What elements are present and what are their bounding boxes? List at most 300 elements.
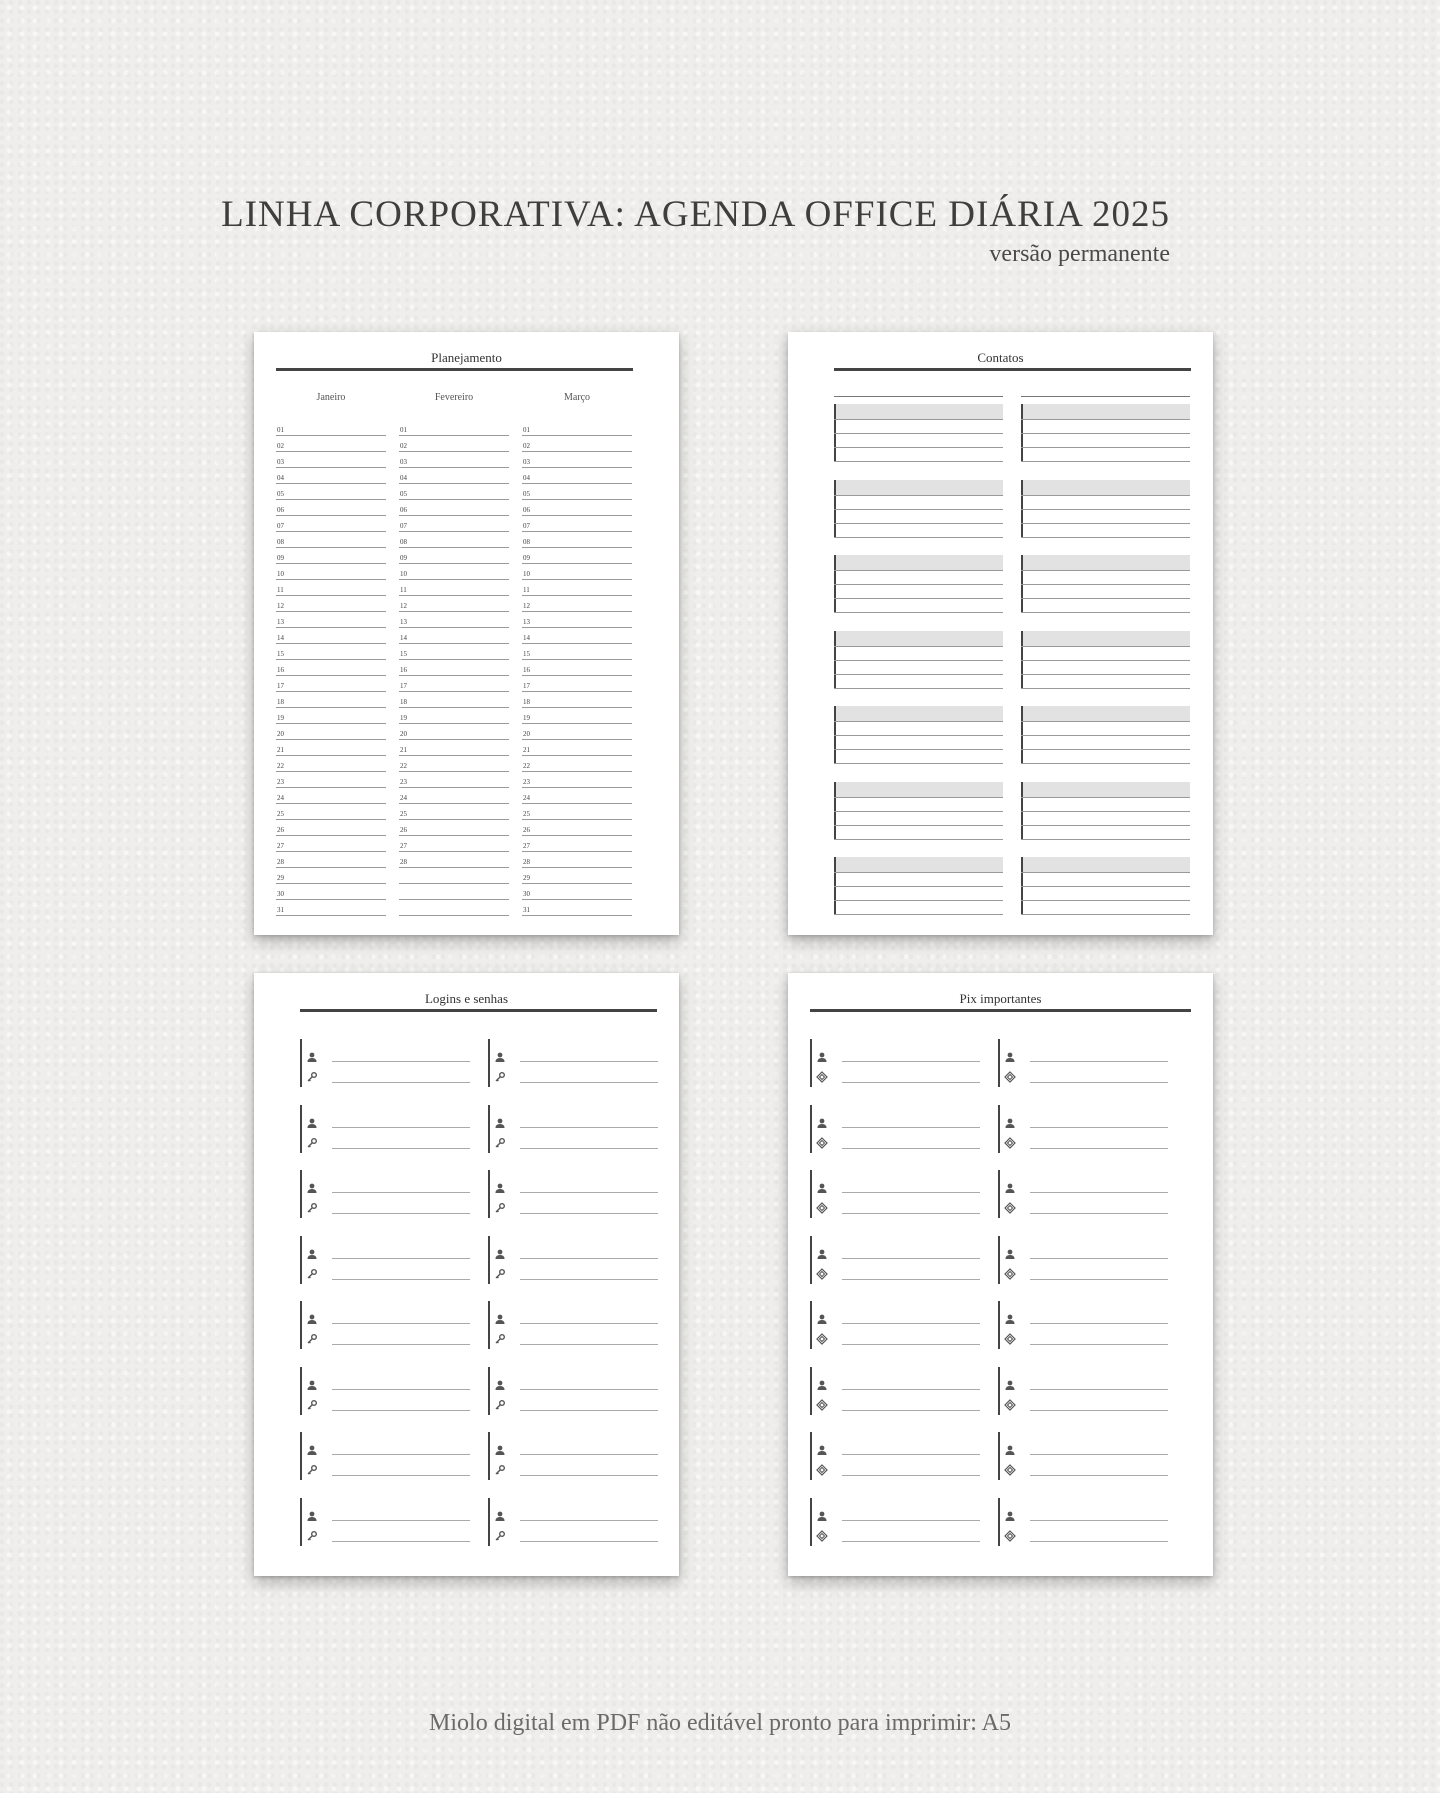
pix-icon bbox=[1004, 1136, 1016, 1148]
entry-bar bbox=[998, 1236, 1000, 1284]
contact-line bbox=[834, 674, 1003, 675]
key-icon bbox=[306, 1529, 318, 1541]
contact-line bbox=[1021, 721, 1190, 722]
user-icon bbox=[306, 1181, 318, 1193]
entry-group bbox=[998, 1367, 1168, 1415]
contact-name-band bbox=[834, 706, 1003, 721]
day-number: 04 bbox=[277, 474, 284, 482]
user-icon bbox=[494, 1247, 506, 1259]
user-icon bbox=[1004, 1378, 1016, 1390]
entry-bar bbox=[300, 1170, 302, 1218]
entry-line bbox=[842, 1258, 980, 1259]
day-number: 27 bbox=[400, 842, 407, 850]
day-row bbox=[522, 707, 632, 724]
entry-group bbox=[810, 1367, 980, 1415]
day-number: 23 bbox=[277, 778, 284, 786]
day-row bbox=[522, 787, 632, 804]
contact-line bbox=[1021, 825, 1190, 826]
entry-line bbox=[842, 1389, 980, 1390]
day-row bbox=[276, 691, 386, 708]
day-row bbox=[276, 755, 386, 772]
user-icon bbox=[494, 1181, 506, 1193]
day-row bbox=[276, 867, 386, 884]
entry-line bbox=[332, 1148, 470, 1149]
top-line bbox=[834, 396, 1003, 397]
day-number: 20 bbox=[277, 730, 284, 738]
entry-group bbox=[998, 1039, 1168, 1087]
day-number: 15 bbox=[277, 650, 284, 658]
contact-line bbox=[834, 598, 1003, 599]
day-number: 06 bbox=[400, 506, 407, 514]
day-row bbox=[399, 899, 509, 916]
entry-bar bbox=[300, 1105, 302, 1153]
day-row bbox=[399, 851, 509, 868]
entry-bar bbox=[998, 1105, 1000, 1153]
pix-icon bbox=[1004, 1463, 1016, 1475]
contact-card bbox=[1021, 631, 1190, 689]
contact-line bbox=[834, 914, 1003, 915]
contact-line bbox=[834, 419, 1003, 420]
key-icon bbox=[494, 1136, 506, 1148]
planning-page bbox=[254, 332, 679, 935]
user-icon bbox=[816, 1443, 828, 1455]
entry-bar bbox=[998, 1498, 1000, 1546]
day-row bbox=[399, 611, 509, 628]
pix-icon bbox=[1004, 1398, 1016, 1410]
entry-line bbox=[332, 1454, 470, 1455]
day-number: 13 bbox=[523, 618, 530, 626]
contact-card bbox=[834, 555, 1003, 613]
day-number: 13 bbox=[277, 618, 284, 626]
contact-name-band bbox=[834, 480, 1003, 495]
day-number: 09 bbox=[523, 554, 530, 562]
entry-group bbox=[488, 1105, 658, 1153]
day-number: 18 bbox=[400, 698, 407, 706]
entry-line bbox=[842, 1541, 980, 1542]
day-row bbox=[276, 579, 386, 596]
entry-line bbox=[1030, 1344, 1168, 1345]
entry-bar bbox=[810, 1105, 812, 1153]
footer-caption: Miolo digital em PDF não editável pronto para imprimir: A5 bbox=[429, 1710, 1011, 1736]
entry-line bbox=[520, 1213, 658, 1214]
contact-line bbox=[1021, 495, 1190, 496]
entry-line bbox=[1030, 1323, 1168, 1324]
contact-name-band bbox=[1021, 480, 1190, 495]
entry-bar bbox=[488, 1105, 490, 1153]
day-number: 31 bbox=[523, 906, 530, 914]
contact-line bbox=[1021, 433, 1190, 434]
entry-group bbox=[998, 1170, 1168, 1218]
day-number: 03 bbox=[277, 458, 284, 466]
day-row bbox=[399, 499, 509, 516]
entry-bar bbox=[300, 1367, 302, 1415]
entry-line bbox=[332, 1541, 470, 1542]
contact-line bbox=[1021, 537, 1190, 538]
entry-line bbox=[1030, 1082, 1168, 1083]
day-row bbox=[399, 675, 509, 692]
contact-line bbox=[834, 735, 1003, 736]
day-number: 07 bbox=[400, 522, 407, 530]
day-number: 11 bbox=[400, 586, 407, 594]
entry-bar bbox=[488, 1170, 490, 1218]
contact-line bbox=[1021, 886, 1190, 887]
day-number: 17 bbox=[523, 682, 530, 690]
entry-line bbox=[842, 1520, 980, 1521]
contact-name-band bbox=[834, 404, 1003, 419]
entry-line bbox=[1030, 1148, 1168, 1149]
contact-line bbox=[834, 886, 1003, 887]
contact-line bbox=[834, 825, 1003, 826]
day-number: 11 bbox=[523, 586, 530, 594]
key-icon bbox=[494, 1267, 506, 1279]
day-row bbox=[276, 643, 386, 660]
day-row bbox=[522, 899, 632, 916]
contact-line bbox=[1021, 660, 1190, 661]
pix-icon bbox=[816, 1529, 828, 1541]
day-row bbox=[522, 435, 632, 452]
day-row bbox=[522, 579, 632, 596]
day-number: 14 bbox=[400, 634, 407, 642]
entry-bar bbox=[998, 1170, 1000, 1218]
entry-line bbox=[520, 1192, 658, 1193]
day-row bbox=[399, 515, 509, 532]
contact-name-band bbox=[834, 782, 1003, 797]
day-number: 18 bbox=[523, 698, 530, 706]
entry-bar bbox=[488, 1498, 490, 1546]
entry-group bbox=[300, 1301, 470, 1349]
day-number: 16 bbox=[277, 666, 284, 674]
entry-bar bbox=[488, 1432, 490, 1480]
day-number: 10 bbox=[400, 570, 407, 578]
entry-line bbox=[1030, 1061, 1168, 1062]
entry-line bbox=[1030, 1410, 1168, 1411]
day-row bbox=[399, 467, 509, 484]
day-row bbox=[399, 739, 509, 756]
contact-line bbox=[834, 584, 1003, 585]
entry-bar bbox=[998, 1367, 1000, 1415]
key-icon bbox=[306, 1463, 318, 1475]
user-icon bbox=[816, 1378, 828, 1390]
key-icon bbox=[306, 1267, 318, 1279]
contact-line bbox=[1021, 570, 1190, 571]
user-icon bbox=[494, 1050, 506, 1062]
contact-line bbox=[1021, 646, 1190, 647]
entry-line bbox=[842, 1475, 980, 1476]
day-row bbox=[522, 483, 632, 500]
day-row bbox=[522, 739, 632, 756]
day-number: 14 bbox=[523, 634, 530, 642]
day-number: 05 bbox=[400, 490, 407, 498]
entry-line bbox=[842, 1454, 980, 1455]
entry-line bbox=[520, 1520, 658, 1521]
entry-line bbox=[332, 1279, 470, 1280]
day-number: 29 bbox=[277, 874, 284, 882]
day-number: 22 bbox=[523, 762, 530, 770]
day-number: 24 bbox=[400, 794, 407, 802]
day-row bbox=[399, 563, 509, 580]
entry-line bbox=[520, 1541, 658, 1542]
entry-line bbox=[520, 1344, 658, 1345]
contact-line bbox=[1021, 584, 1190, 585]
contact-name-band bbox=[834, 857, 1003, 872]
entry-line bbox=[332, 1410, 470, 1411]
entry-line bbox=[842, 1279, 980, 1280]
key-icon bbox=[306, 1398, 318, 1410]
day-row bbox=[276, 883, 386, 900]
contact-line bbox=[834, 872, 1003, 873]
day-row bbox=[399, 531, 509, 548]
day-number: 25 bbox=[400, 810, 407, 818]
day-row bbox=[522, 515, 632, 532]
user-icon bbox=[1004, 1312, 1016, 1324]
entry-bar bbox=[810, 1432, 812, 1480]
day-number: 21 bbox=[400, 746, 407, 754]
user-icon bbox=[494, 1116, 506, 1128]
day-row bbox=[522, 867, 632, 884]
day-number: 30 bbox=[277, 890, 284, 898]
entry-line bbox=[520, 1258, 658, 1259]
pix-icon bbox=[1004, 1201, 1016, 1213]
user-icon bbox=[1004, 1443, 1016, 1455]
contact-line bbox=[834, 811, 1003, 812]
user-icon bbox=[816, 1247, 828, 1259]
entry-group bbox=[488, 1170, 658, 1218]
pix-icon bbox=[816, 1332, 828, 1344]
entry-group bbox=[998, 1498, 1168, 1546]
entry-line bbox=[1030, 1258, 1168, 1259]
entry-line bbox=[1030, 1541, 1168, 1542]
entry-group bbox=[488, 1039, 658, 1087]
day-number: 28 bbox=[523, 858, 530, 866]
entry-group bbox=[300, 1236, 470, 1284]
day-row bbox=[276, 419, 386, 436]
day-number: 05 bbox=[277, 490, 284, 498]
contact-line bbox=[1021, 612, 1190, 613]
day-number: 19 bbox=[400, 714, 407, 722]
user-icon bbox=[494, 1312, 506, 1324]
entry-line bbox=[332, 1389, 470, 1390]
month-header: Março bbox=[563, 392, 591, 403]
entry-group bbox=[810, 1039, 980, 1087]
subtitle: versão permanente bbox=[989, 241, 1170, 267]
day-row bbox=[522, 467, 632, 484]
entry-line bbox=[332, 1061, 470, 1062]
day-row bbox=[276, 819, 386, 836]
day-row bbox=[276, 707, 386, 724]
key-icon bbox=[494, 1463, 506, 1475]
key-icon bbox=[494, 1332, 506, 1344]
day-number: 02 bbox=[277, 442, 284, 450]
entry-line bbox=[842, 1127, 980, 1128]
day-number: 04 bbox=[523, 474, 530, 482]
entry-group bbox=[998, 1432, 1168, 1480]
day-row bbox=[522, 851, 632, 868]
entry-line bbox=[842, 1061, 980, 1062]
day-number: 28 bbox=[277, 858, 284, 866]
day-row bbox=[522, 819, 632, 836]
pix-icon bbox=[1004, 1070, 1016, 1082]
key-icon bbox=[306, 1201, 318, 1213]
top-line bbox=[1021, 396, 1190, 397]
pix-icon bbox=[816, 1070, 828, 1082]
user-icon bbox=[306, 1247, 318, 1259]
contact-card bbox=[1021, 555, 1190, 613]
day-row bbox=[399, 627, 509, 644]
contact-card bbox=[834, 480, 1003, 538]
day-row bbox=[276, 435, 386, 452]
day-row bbox=[399, 643, 509, 660]
entry-line bbox=[1030, 1192, 1168, 1193]
contact-line bbox=[1021, 811, 1190, 812]
entry-line bbox=[332, 1127, 470, 1128]
day-number: 07 bbox=[523, 522, 530, 530]
key-icon bbox=[306, 1136, 318, 1148]
day-number: 25 bbox=[523, 810, 530, 818]
contact-line bbox=[1021, 523, 1190, 524]
day-number: 10 bbox=[523, 570, 530, 578]
entry-bar bbox=[488, 1367, 490, 1415]
contact-line bbox=[1021, 914, 1190, 915]
entry-line bbox=[842, 1213, 980, 1214]
entry-line bbox=[842, 1344, 980, 1345]
day-row bbox=[276, 515, 386, 532]
entry-line bbox=[1030, 1213, 1168, 1214]
day-row bbox=[276, 627, 386, 644]
day-number: 20 bbox=[400, 730, 407, 738]
entry-line bbox=[1030, 1127, 1168, 1128]
contact-line bbox=[834, 749, 1003, 750]
day-row bbox=[276, 547, 386, 564]
user-icon bbox=[1004, 1247, 1016, 1259]
day-number: 21 bbox=[523, 746, 530, 754]
entry-bar bbox=[488, 1236, 490, 1284]
day-number: 17 bbox=[400, 682, 407, 690]
day-number: 03 bbox=[523, 458, 530, 466]
entry-group bbox=[488, 1236, 658, 1284]
day-row bbox=[276, 467, 386, 484]
contact-line bbox=[834, 509, 1003, 510]
day-row bbox=[522, 531, 632, 548]
entry-line bbox=[842, 1410, 980, 1411]
day-row bbox=[522, 755, 632, 772]
contact-name-band bbox=[1021, 706, 1190, 721]
contacts-page bbox=[788, 332, 1213, 935]
contact-card bbox=[834, 782, 1003, 840]
day-row bbox=[276, 771, 386, 788]
day-number: 19 bbox=[277, 714, 284, 722]
contact-line bbox=[1021, 419, 1190, 420]
pix-icon bbox=[1004, 1267, 1016, 1279]
entry-line bbox=[520, 1279, 658, 1280]
contact-name-band bbox=[1021, 857, 1190, 872]
pix-page bbox=[788, 973, 1213, 1576]
day-number: 10 bbox=[277, 570, 284, 578]
page-title: Planejamento bbox=[431, 350, 502, 365]
entry-bar bbox=[488, 1039, 490, 1087]
day-number: 16 bbox=[400, 666, 407, 674]
key-icon bbox=[306, 1070, 318, 1082]
entry-group bbox=[300, 1498, 470, 1546]
day-row bbox=[276, 531, 386, 548]
entry-group bbox=[488, 1498, 658, 1546]
entry-line bbox=[1030, 1279, 1168, 1280]
day-number: 06 bbox=[523, 506, 530, 514]
entry-group bbox=[810, 1498, 980, 1546]
entry-line bbox=[520, 1389, 658, 1390]
day-number: 08 bbox=[277, 538, 284, 546]
day-row bbox=[399, 803, 509, 820]
day-row bbox=[522, 803, 632, 820]
user-icon bbox=[306, 1312, 318, 1324]
day-row bbox=[522, 451, 632, 468]
day-number: 24 bbox=[523, 794, 530, 802]
day-number: 02 bbox=[523, 442, 530, 450]
day-row bbox=[522, 675, 632, 692]
user-icon bbox=[816, 1116, 828, 1128]
day-number: 15 bbox=[400, 650, 407, 658]
day-row bbox=[522, 627, 632, 644]
entry-group bbox=[300, 1432, 470, 1480]
contact-line bbox=[1021, 839, 1190, 840]
day-number: 02 bbox=[400, 442, 407, 450]
entry-bar bbox=[810, 1039, 812, 1087]
contact-card bbox=[834, 706, 1003, 764]
entry-group bbox=[488, 1301, 658, 1349]
contact-line bbox=[1021, 749, 1190, 750]
day-row bbox=[276, 659, 386, 676]
entry-line bbox=[520, 1475, 658, 1476]
entry-bar bbox=[810, 1170, 812, 1218]
entry-bar bbox=[300, 1498, 302, 1546]
user-icon bbox=[306, 1116, 318, 1128]
key-icon bbox=[306, 1332, 318, 1344]
contact-card bbox=[834, 404, 1003, 462]
contact-name-band bbox=[1021, 404, 1190, 419]
day-number: 07 bbox=[277, 522, 284, 530]
day-number: 24 bbox=[277, 794, 284, 802]
day-row bbox=[522, 595, 632, 612]
day-row bbox=[399, 787, 509, 804]
day-row bbox=[522, 883, 632, 900]
contact-name-band bbox=[834, 631, 1003, 646]
heading bbox=[0, 196, 1170, 268]
entry-line bbox=[332, 1344, 470, 1345]
user-icon bbox=[306, 1443, 318, 1455]
contact-line bbox=[1021, 735, 1190, 736]
contact-line bbox=[834, 721, 1003, 722]
entry-line bbox=[1030, 1389, 1168, 1390]
contact-line bbox=[1021, 688, 1190, 689]
day-row bbox=[522, 419, 632, 436]
day-row bbox=[276, 611, 386, 628]
entry-bar bbox=[300, 1236, 302, 1284]
day-row bbox=[399, 707, 509, 724]
day-row bbox=[276, 899, 386, 916]
day-number: 12 bbox=[523, 602, 530, 610]
entry-line bbox=[520, 1127, 658, 1128]
contact-line bbox=[1021, 509, 1190, 510]
user-icon bbox=[816, 1509, 828, 1521]
title-rule bbox=[810, 1009, 1191, 1012]
user-icon bbox=[306, 1050, 318, 1062]
day-row bbox=[522, 659, 632, 676]
entry-line bbox=[1030, 1475, 1168, 1476]
entry-group bbox=[998, 1105, 1168, 1153]
day-row bbox=[399, 451, 509, 468]
day-row bbox=[399, 595, 509, 612]
contact-line bbox=[834, 688, 1003, 689]
entry-group bbox=[300, 1039, 470, 1087]
